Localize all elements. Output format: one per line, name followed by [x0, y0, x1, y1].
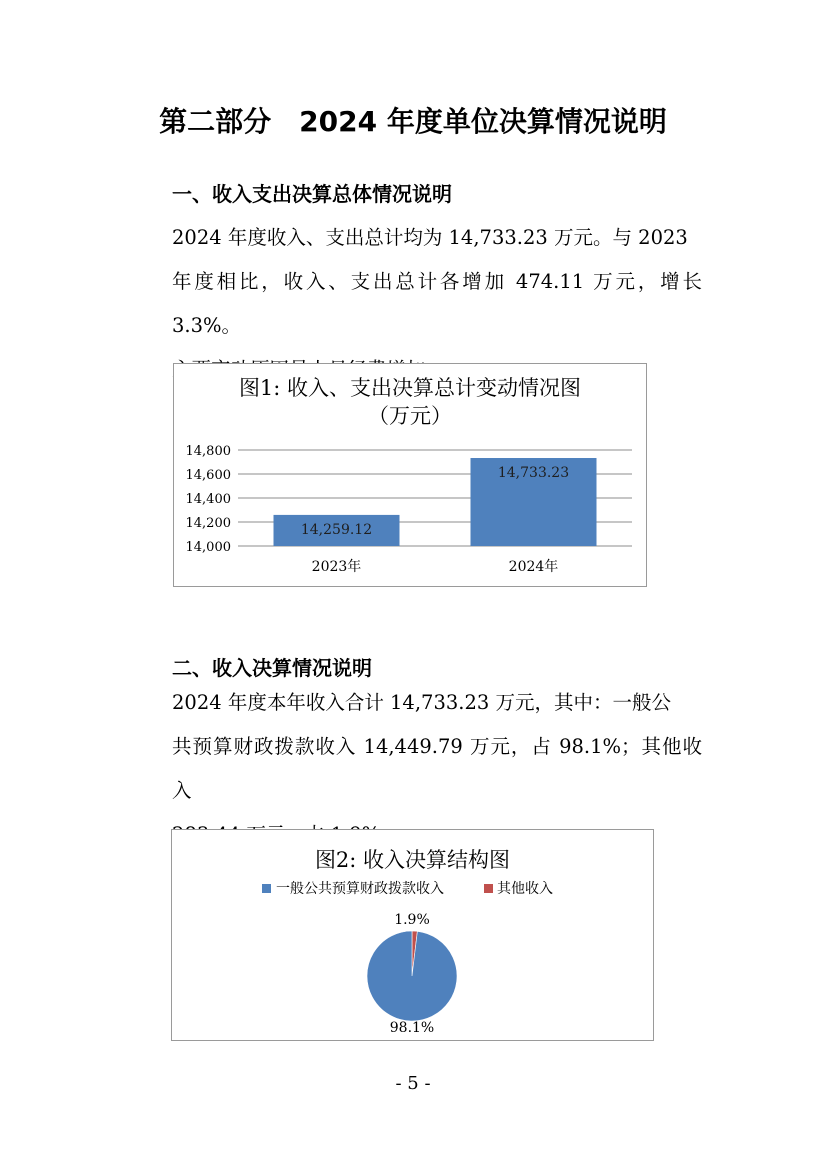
page-title: 第二部分 2024 年度单位决算情况说明: [159, 105, 667, 138]
chart1-ytick-label: 14,800: [185, 444, 231, 459]
chart1-ytick-label: 14,600: [185, 468, 231, 483]
chart2-legend-swatch-0: [262, 884, 271, 893]
chart1-ytick-label: 14,200: [185, 516, 231, 531]
chart1-title-line1: 图1: 收入、支出决算总计变动情况图: [238, 376, 582, 400]
section2-line-1: 2024 年度本年收入合计 14,733.23 万元，其中：一般公: [172, 691, 671, 714]
chart2-box: [171, 829, 654, 1041]
chart2-title: 图2: 收入决算结构图: [314, 848, 511, 872]
chart2-data-label-1: 1.9%: [394, 912, 430, 928]
page-number: - 5 -: [395, 1073, 431, 1094]
section2-line-2: 共预算财政拨款收入 14,449.79 万元，占 98.1%；其他收入: [172, 735, 702, 802]
chart1-data-label: 14,259.12: [300, 521, 373, 538]
chart2-legend-label-0: 一般公共预算财政拨款收入: [276, 881, 444, 897]
chart1-category-label: 2023年: [311, 559, 362, 575]
chart1-ytick-label: 14,400: [185, 492, 231, 507]
section1-line-2: 年度相比，收入、支出总计各增加 474.11 万元，增长 3.3%。: [172, 270, 702, 337]
chart2-plot: [172, 830, 653, 1040]
section2-heading: 二、收入决算情况说明: [172, 656, 372, 680]
chart1-box: [173, 363, 647, 587]
chart1-category-label: 2024年: [508, 559, 559, 575]
chart2-legend-swatch-1: [484, 884, 493, 893]
chart1-title-line2: （万元）: [368, 404, 452, 428]
chart1-ytick-label: 14,000: [185, 540, 231, 555]
chart2-data-label-0: 98.1%: [389, 1020, 435, 1036]
chart1-plot: [174, 364, 646, 586]
chart1-data-label: 14,733.23: [497, 465, 570, 482]
chart2-legend-label-1: 其他收入: [497, 881, 553, 897]
chart2-slice-0: [367, 931, 457, 1021]
section1-line-1: 2024 年度收入、支出总计均为 14,733.23 万元。与 2023: [172, 226, 688, 249]
section1-heading: 一、收入支出决算总体情况说明: [172, 182, 452, 206]
